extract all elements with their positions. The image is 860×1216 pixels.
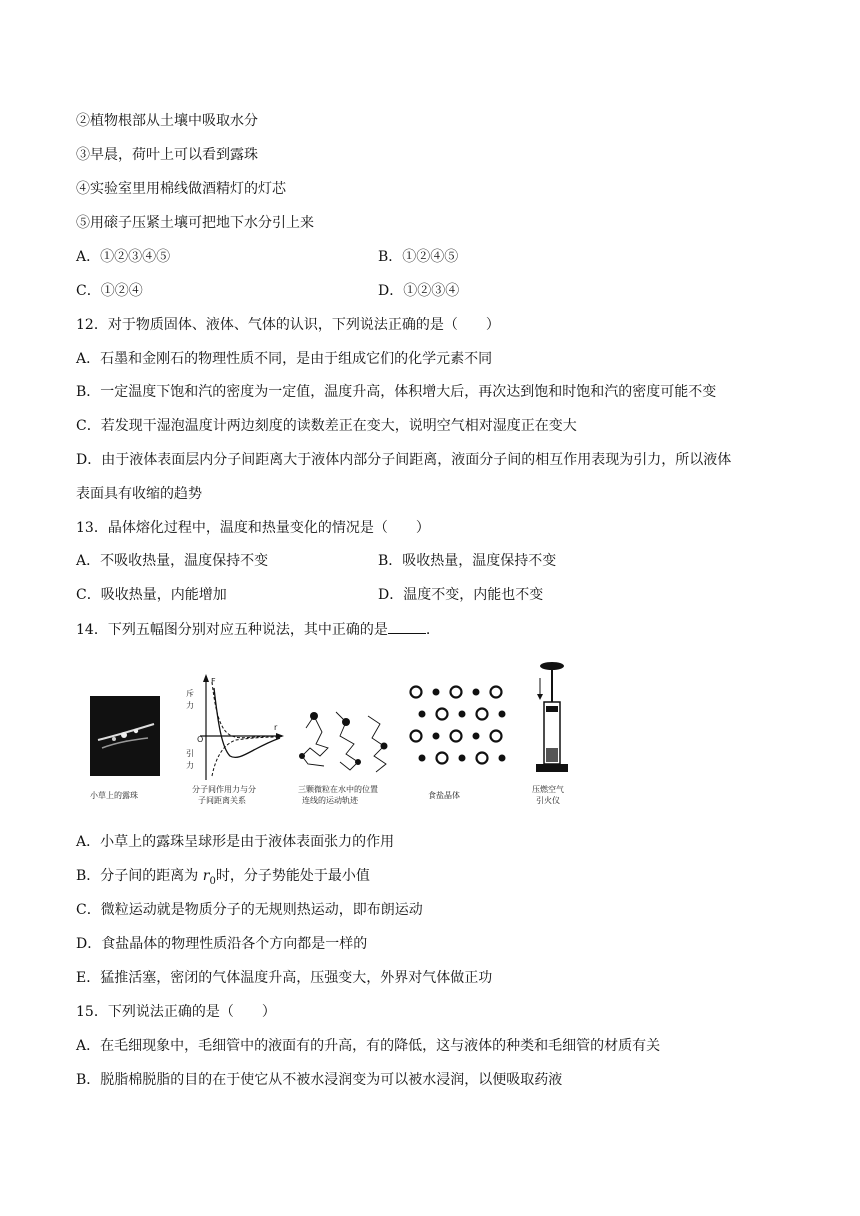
dew-drop — [134, 729, 138, 733]
sodium-ion — [433, 733, 439, 739]
particle — [381, 743, 388, 750]
cotton-tinder — [546, 748, 558, 762]
q14-option-e: E．猛推活塞，密闭的气体温度升高，压强变大，外界对气体做正功 — [76, 970, 493, 986]
caption-salt: 食盐晶体 — [428, 791, 460, 800]
particle — [299, 753, 305, 759]
q11-item-5: ⑤用磙子压紧土壤可把地下水分引上来 — [76, 215, 314, 231]
syringe-handle — [540, 662, 564, 670]
q14-option-c: C．微粒运动就是物质分子的无规则热运动，即布朗运动 — [76, 902, 423, 918]
q13-option-b: B．吸收热量，温度保持不变 — [378, 553, 557, 569]
q14-option-b — [76, 866, 370, 892]
dew-photo — [90, 696, 160, 800]
q15-stem: 15．下列说法正确的是（ ） — [76, 1004, 276, 1020]
q13-stem: 13．晶体熔化过程中，温度和热量变化的情况是（ ） — [76, 520, 430, 536]
chloride-ion — [477, 709, 488, 720]
q14-figure — [84, 652, 584, 812]
q11-option-d: D．①②③④ — [378, 283, 460, 299]
q13-option-a: A．不吸收热量，温度保持不变 — [76, 553, 269, 569]
q14-option-d: D．食盐晶体的物理性质沿各个方向都是一样的 — [76, 936, 368, 952]
attraction-label-1: 引 — [186, 749, 194, 758]
chloride-ion — [451, 731, 462, 742]
caption-graph-2: 子间距离关系 — [198, 796, 246, 805]
q11-option-a: A．①②③④⑤ — [76, 249, 171, 265]
q13-option-c: C．吸收热量，内能增加 — [76, 587, 227, 603]
particle — [342, 718, 350, 726]
q14-stem-end: . — [425, 622, 431, 638]
r-subscript: 0 — [209, 875, 216, 887]
q12-option-d-line1: D．由于液体表面层内分子间距离大于液体内部分子间距离，液面分子间的相互作用表现为引力，所以液体 — [76, 452, 732, 468]
piston — [546, 706, 558, 712]
axis-r-label: r — [274, 723, 278, 732]
sodium-ion — [433, 689, 439, 695]
q11-option-c: C．①②④ — [76, 283, 143, 299]
attraction-label-2: 力 — [186, 761, 194, 770]
q15-option-a: A．在毛细现象中，毛细管中的液面有的升高，有的降低，这与液体的种类和毛细管的材质有关 — [76, 1038, 661, 1054]
resultant-curve — [214, 688, 280, 757]
q12-option-a: A．石墨和金刚石的物理性质不同，是由于组成它们的化学元素不同 — [76, 351, 493, 367]
q11-option-b: B．①②④⑤ — [378, 249, 459, 265]
caption-dew: 小草上的露珠 — [90, 791, 138, 800]
sodium-ion — [499, 711, 505, 717]
chloride-ion — [491, 687, 502, 698]
caption-syringe-2: 引火仪 — [536, 796, 560, 805]
sodium-ion — [473, 689, 479, 695]
brownian-motion — [298, 712, 388, 805]
q14-option-a: A．小草上的露珠呈球形是由于液体表面张力的作用 — [76, 834, 395, 850]
q11-item-2: ②植物根部从土壤中吸取水分 — [76, 113, 258, 129]
sodium-ion — [499, 755, 505, 761]
chloride-ion — [411, 687, 422, 698]
sodium-ion — [473, 733, 479, 739]
axis-f-label: F — [211, 677, 216, 686]
r-symbol: r — [202, 868, 210, 884]
q12-stem: 12．对于物质固体、液体、气体的认识，下列说法正确的是（ ） — [76, 317, 500, 333]
trajectory-1 — [302, 716, 328, 766]
chloride-ion — [437, 709, 448, 720]
q14-stem — [76, 619, 430, 640]
q15-option-b: B．脱脂棉脱脂的目的在于使它从不被水浸润变为可以被水浸润，以便吸取药液 — [76, 1072, 563, 1088]
origin-label: O — [197, 735, 204, 744]
sodium-ion — [459, 711, 465, 717]
sodium-ion — [459, 755, 465, 761]
q12-option-d-line2: 表面具有收缩的趋势 — [76, 486, 202, 502]
sodium-ion — [419, 755, 425, 761]
repulsive-curve — [212, 682, 280, 738]
chloride-ion — [411, 731, 422, 742]
chloride-ion — [491, 731, 502, 742]
arrow-down-icon — [537, 694, 543, 700]
q11-item-3: ③早晨，荷叶上可以看到露珠 — [76, 147, 258, 163]
fire-syringe — [532, 662, 568, 805]
syringe-base — [536, 764, 568, 772]
caption-brownian-2: 连线的运动轨迹 — [302, 796, 358, 805]
q14-stem-text: 14．下列五幅图分别对应五种说法，其中正确的是 — [76, 622, 388, 638]
dew-drop — [121, 732, 127, 738]
repulsion-label-2: 力 — [186, 701, 194, 710]
q12-option-c: C．若发现干湿泡温度计两边刻度的读数差正在变大，说明空气相对湿度正在变大 — [76, 418, 577, 434]
particle — [355, 759, 361, 765]
answer-blank — [388, 619, 426, 634]
caption-brownian-1: 三颗微粒在水中的位置 — [298, 785, 378, 794]
q11-item-4: ④实验室里用棉线做酒精灯的灯芯 — [76, 181, 286, 197]
chloride-ion — [477, 753, 488, 764]
chloride-ion — [437, 753, 448, 764]
force-distance-graph — [186, 674, 284, 805]
repulsion-label-1: 斥 — [186, 689, 194, 698]
particle — [310, 712, 318, 720]
caption-graph-1: 分子间作用力与分 — [192, 785, 256, 794]
caption-syringe-1: 压燃空气 — [532, 785, 564, 794]
dew-drop — [112, 737, 116, 741]
sodium-ion — [419, 711, 425, 717]
chloride-ion — [451, 687, 462, 698]
y-arrow-icon — [203, 674, 209, 682]
salt-crystal-lattice — [411, 687, 506, 801]
q14-option-b-text: B．分子间的距离为 — [76, 868, 203, 884]
q13-option-d: D．温度不变，内能也不变 — [378, 587, 544, 603]
q14-option-b-end: 时，分子势能处于最小值 — [215, 868, 370, 884]
q12-option-b: B．一定温度下饱和汽的密度为一定值，温度升高，体积增大后，再次达到饱和时饱和汽的密度可能不变 — [76, 384, 717, 400]
